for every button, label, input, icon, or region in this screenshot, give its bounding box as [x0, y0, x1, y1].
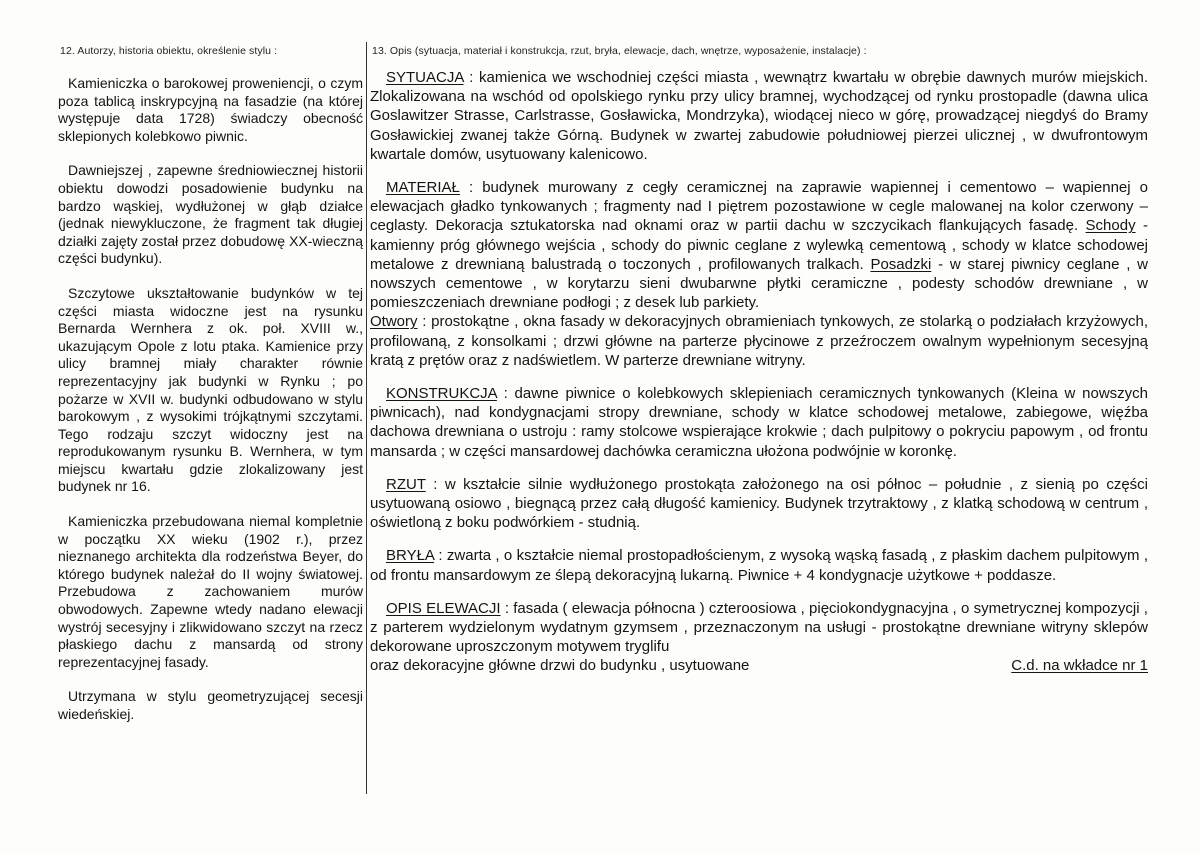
section-bryla: [370, 546, 1148, 584]
bryla-body: : zwarta , o kształcie niemal prostopadłościenym, z wysoką wąską fasadą , z płaskim dachem pulpitowym , od frontu mansardowym ze ślepą dekoracyjną lukarną. Piwnice + 4 kondygnacje użytkowe + poddasze.: [370, 547, 1148, 584]
konstrukcja-heading: KONSTRUKCJA: [386, 385, 497, 403]
section-sytuacja: [370, 68, 1148, 164]
column-divider: [366, 42, 367, 794]
sytuacja-body: : kamienica we wschodniej części miasta , wewnątrz kwartału w obrębie dawnych murów miejskich. Zlokalizowana na wschód od opolskiego rynku przy ulicy bramnej, wychodzącej od rynku prostopadle (dawna ulica Goslawitzer Strasse, Carlstrasse, Gosławicka, Mondrzyka), wiodącej nieco w górę, prowadzącej niegdyś do Bramy Gosławickiej zwanej także Górną. Budynek w zwartej zabudowie południowej pierzei ulicznej , w dwufrontowym kwartale domów, usytuowany kalenicowo.: [370, 69, 1148, 163]
history-paragraph-5: Utrzymana w stylu geometryzującej secesji wiedeńskiej.: [58, 688, 363, 722]
section-otwory: [370, 312, 1148, 370]
history-paragraph-2: Dawniejszej , zapewne średniowiecznej historii obiektu dowodzi posadowienie budynku na bardzo wąskiej, wydłużonej w głąb działce (jednak niewykluczone, że fragment tak długiej działki zajęty został przez dobudowę XX-wieczną części budynku).: [58, 162, 363, 267]
schody-heading: Schody: [1085, 217, 1136, 235]
continued-note: C.d. na wkładce nr 1: [1011, 657, 1148, 675]
material-body-2: - kamienny próg głównego wejścia , schody do piwnic ceglane z wylewką cementową , schody w klatce schodowej metalowe z drewnianą balustradą o toczonych , profilowanych tralkach.: [370, 217, 1149, 273]
otwory-heading: Otwory: [370, 313, 418, 331]
konstrukcja-body: : dawne piwnice o kolebkowych sklepieniach ceramicznych tynkowanych (Kleina w nowszych piwnicach), nad kondygnacjami stropy drewniane, schody w klatce schodowej metalowe, zabiegowe, więźba dachowa drewniana o ustroju : ramy stolcowe wspierające krokwie ; dach pulpitowy o pokryciu papowym , od frontu mansarda ; w części mansardowej dachówka ceramiczna ułożona podwójnie w koronkę.: [370, 385, 1148, 460]
opis-elewacji-last-line: [370, 656, 1148, 675]
rzut-heading: RZUT: [386, 475, 426, 493]
rzut-body: : w kształcie silnie wydłużonego prostokąta założonego na osi północ – południe , z sienią po części usytuowaną osiowo , biegnącą przez całą długość kamienicy. Budynek trzytraktowy , z klatką schodową w centrum , oświetloną z boku podwórkiem - studnią.: [370, 475, 1148, 532]
opis-elewacji-last-text: oraz dekoracyjne główne drzwi do budynku , usytuowane: [370, 657, 750, 675]
section-opis-elewacji: [370, 599, 1148, 657]
material-body-1: : budynek murowany z cegły ceramicznej na zaprawie wapiennej i cementowo – wapiennej o elewacjach gładko tynkowanych ; fragmenty nad I piętrem pozostawione w cegle malowanej na kolor czerwony – ceglasty. Dekoracja sztukatorska nad oknami oraz w partii dachu w szczycikach flankujących fasadę.: [370, 179, 1148, 235]
history-paragraph-1: Kamieniczka o barokowej proweniencji, o czym poza tablicą inskrypcyjną na fasadzie (na której występuje data 1728) świadczy obecność sklepionych kolebkowo piwnic.: [58, 75, 363, 144]
posadzki-heading: Posadzki: [870, 255, 932, 273]
bryla-heading: BRYŁA: [386, 547, 435, 565]
sytuacja-heading: SYTUACJA: [386, 69, 464, 86]
right-column: [368, 40, 1148, 800]
history-paragraph-3: Szczytowe ukształtowanie budynków w tej części miasta widoczne jest na rysunku Bernarda Wernhera z ok. poł. XVIII w., ukazującym Opole z lotu ptaka. Kamienice przy ulicy bramnej miały charakter równie reprezentacyjny jak budynki w Rynku ; po pożarze w XVII w. budynki odbudowano w stylu barokowym , z wysokimi trójkątnymi szczytami. Tego rodzaju szczyt widoczny jest na reprodukowanym rysunku B. Wernhera, w tym miejscu kwartału gdzie zlokalizowany jest budynek nr 16.: [58, 284, 363, 495]
section-rzut: [370, 475, 1148, 533]
history-paragraph-4: Kamieniczka przebudowana niemal kompletnie w początku XX wieku (1902 r.), przez nieznanego architekta dla rodzeństwa Beyer, do którego budynek należał do II wojny światowej. Przebudowa z zachowaniem murów obwodowych. Zapewne wtedy nadano elewacji wystrój secesyjny i zlikwidowano szczyt na rzecz płaskiego dachu z mansardą od strony reprezentacyjnej fasady.: [58, 513, 363, 670]
left-column: [58, 40, 363, 800]
material-body-3: - w starej piwnicy ceglane , w nowszych cementowe , w korytarzu sieni dwubarwne płytki ceramiczne , podesty schodów drewniane , w pomieszczeniach drewniane podłogi ; z desek lub parkiety.: [370, 255, 1149, 312]
description-text: [368, 68, 1148, 676]
material-heading: MATERIAŁ: [386, 179, 460, 197]
history-text: [58, 75, 363, 724]
opis-elewacji-body: : fasada ( elewacja północna ) czteroosiowa , pięciokondygnacyjna , o symetrycznej kompozycji , z parterem wydzielonym wydatnym gzymsem , przeznaczonym na usługi - prostokątne drewniane witryny sklepów dekorowane uproszczonym motywem tryglifu: [370, 599, 1148, 656]
section-konstrukcja: [370, 384, 1148, 461]
opis-elewacji-heading: OPIS ELEWACJI: [386, 599, 501, 617]
otwory-body: : prostokątne , okna fasady w dekoracyjnych obramieniach tynkowych, ze stolarką o podziałach krzyżowych, profilowaną, z konsolkami ; drzwi główne na parterze płycinowe z przeźroczem owalnym wypełnionym secesyjną kratą z prętów oraz z nadświetlem. W parterze drewniane witryny.: [370, 313, 1148, 369]
right-column-header: 13. Opis (sytuacja, materiał i konstrukcja, rzut, bryła, elewacje, dach, wnętrze, wyposażenie, instalacje) :: [372, 45, 867, 57]
left-column-header: 12. Autorzy, historia obiektu, określenie stylu :: [60, 45, 278, 57]
section-material: [370, 178, 1148, 312]
